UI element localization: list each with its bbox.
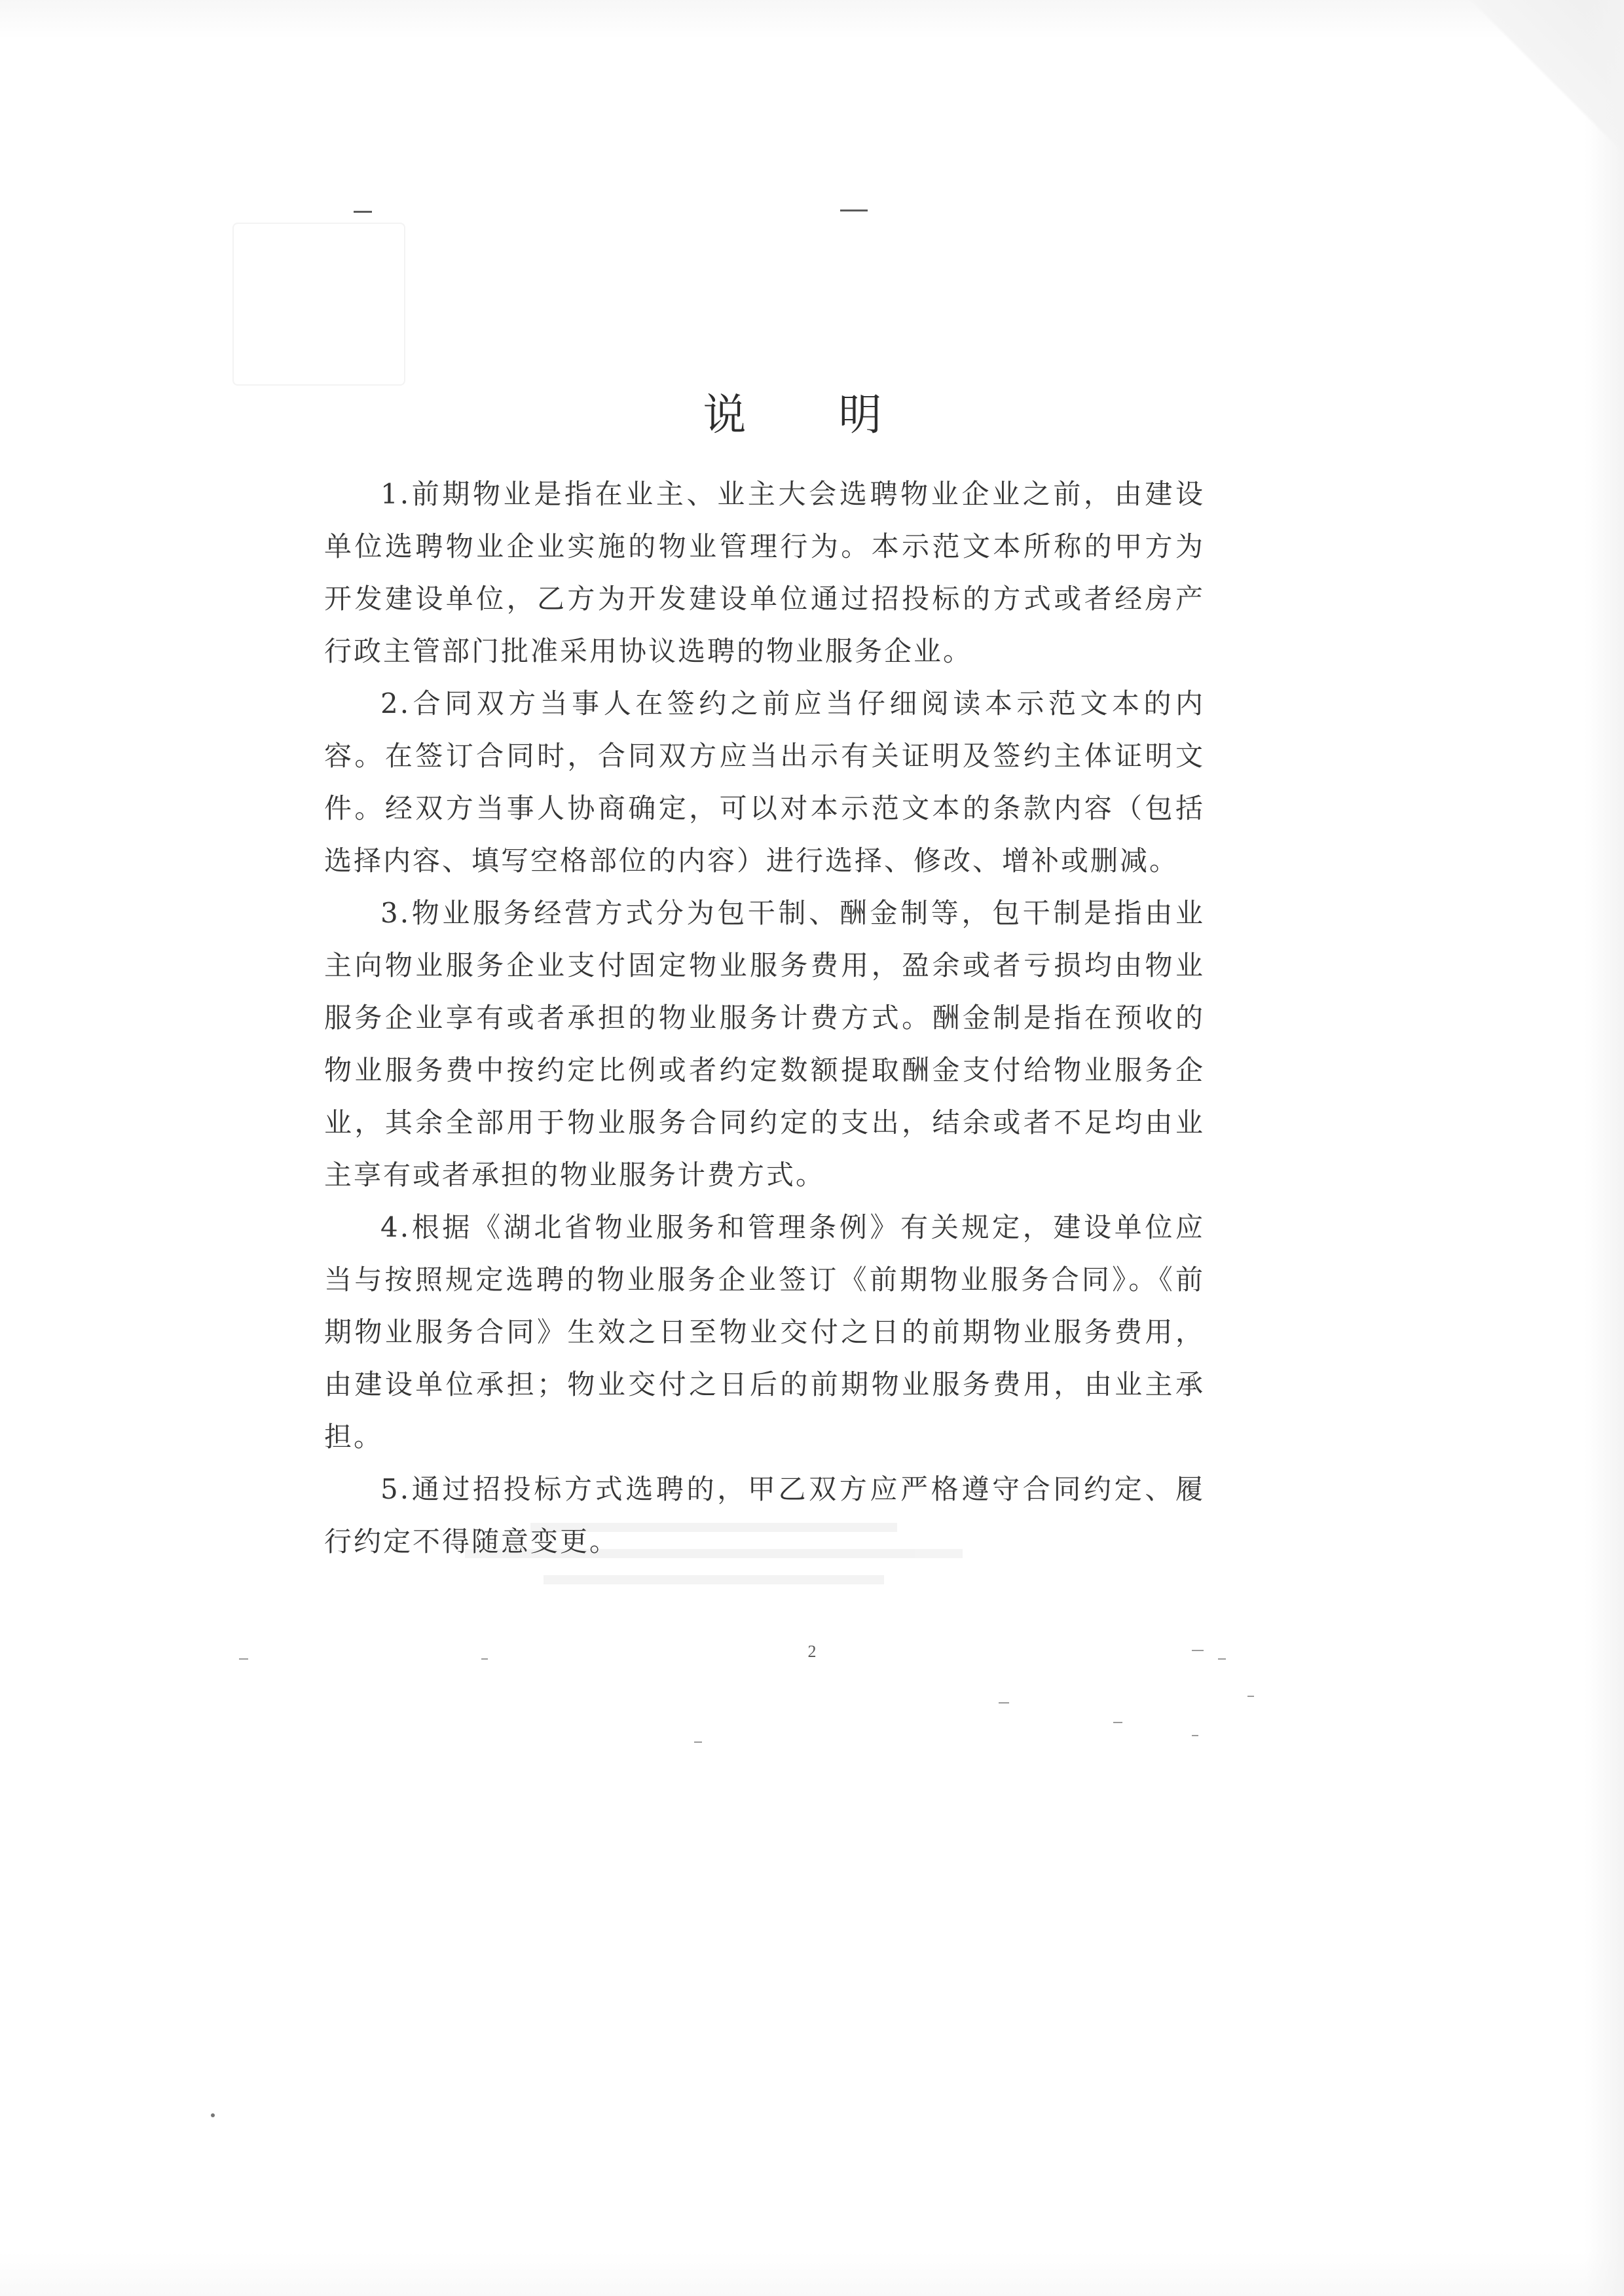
scan-speck [1247,1696,1254,1697]
scan-right-edge [1585,0,1624,2296]
document-body [324,468,1205,1568]
scan-speck [1192,1650,1204,1651]
scan-speck [211,2113,215,2117]
page-number: 2 [807,1642,817,1661]
header-dash-center [840,210,868,211]
paragraph-5: 5.通过招投标方式选聘的，甲乙双方应严格遵守合同约定、履行约定不得随意变更。 [324,1473,1205,1558]
scan-speck [1192,1735,1198,1736]
faint-show-through-text [419,1506,1008,1597]
scan-speck [694,1741,702,1743]
paragraph-4: 4.根据《湖北省物业服务和管理条例》有关规定，建设单位应当与按照规定选聘的物业服务企业签订《前期物业服务合同》。《前期物业服务合同》生效之日至物业交付之日的前期物业服务费用，由建设单位承担；物业交付之日后的前期物业服务费用，由业主承担。 [324,1211,1205,1453]
scan-speck [239,1658,248,1660]
page-title: 说 明 [703,390,921,441]
scan-speck [1113,1722,1122,1723]
paragraph-2: 2.合同双方当事人在签约之前应当仔细阅读本示范文本的内容。在签订合同时，合同双方应当出示有关证明及签约主体证明文件。经双方当事人协商确定，可以对本示范文本的条款内容（包括选择内容、填写空格部位的内容）进行选择、修改、增补或删减。 [324,687,1205,877]
paragraph-1: 1.前期物业是指在业主、业主大会选聘物业企业之前，由建设单位选聘物业企业实施的物业管理行为。本示范文本所称的甲方为开发建设单位，乙方为开发建设单位通过招投标的方式或者经房产行政主管部门批准采用协议选聘的物业服务企业。 [324,478,1205,667]
header-dash-left [354,211,372,213]
paragraph-3: 3.物业服务经营方式分为包干制、酬金制等，包干制是指由业主向物业服务企业支付固定物业服务费用，盈余或者亏损均由物业服务企业享有或者承担的物业服务计费方式。酬金制是指在预收的物业服务费中按约定比例或者约定数额提取酬金支付给物业服务企业，其余全部用于物业服务合同约定的支出，结余或者不足均由业主享有或者承担的物业服务计费方式。 [324,897,1205,1191]
scan-speck [481,1658,488,1660]
faint-show-through-box [232,223,405,386]
scan-speck [1218,1658,1226,1660]
scan-speck [999,1702,1009,1704]
